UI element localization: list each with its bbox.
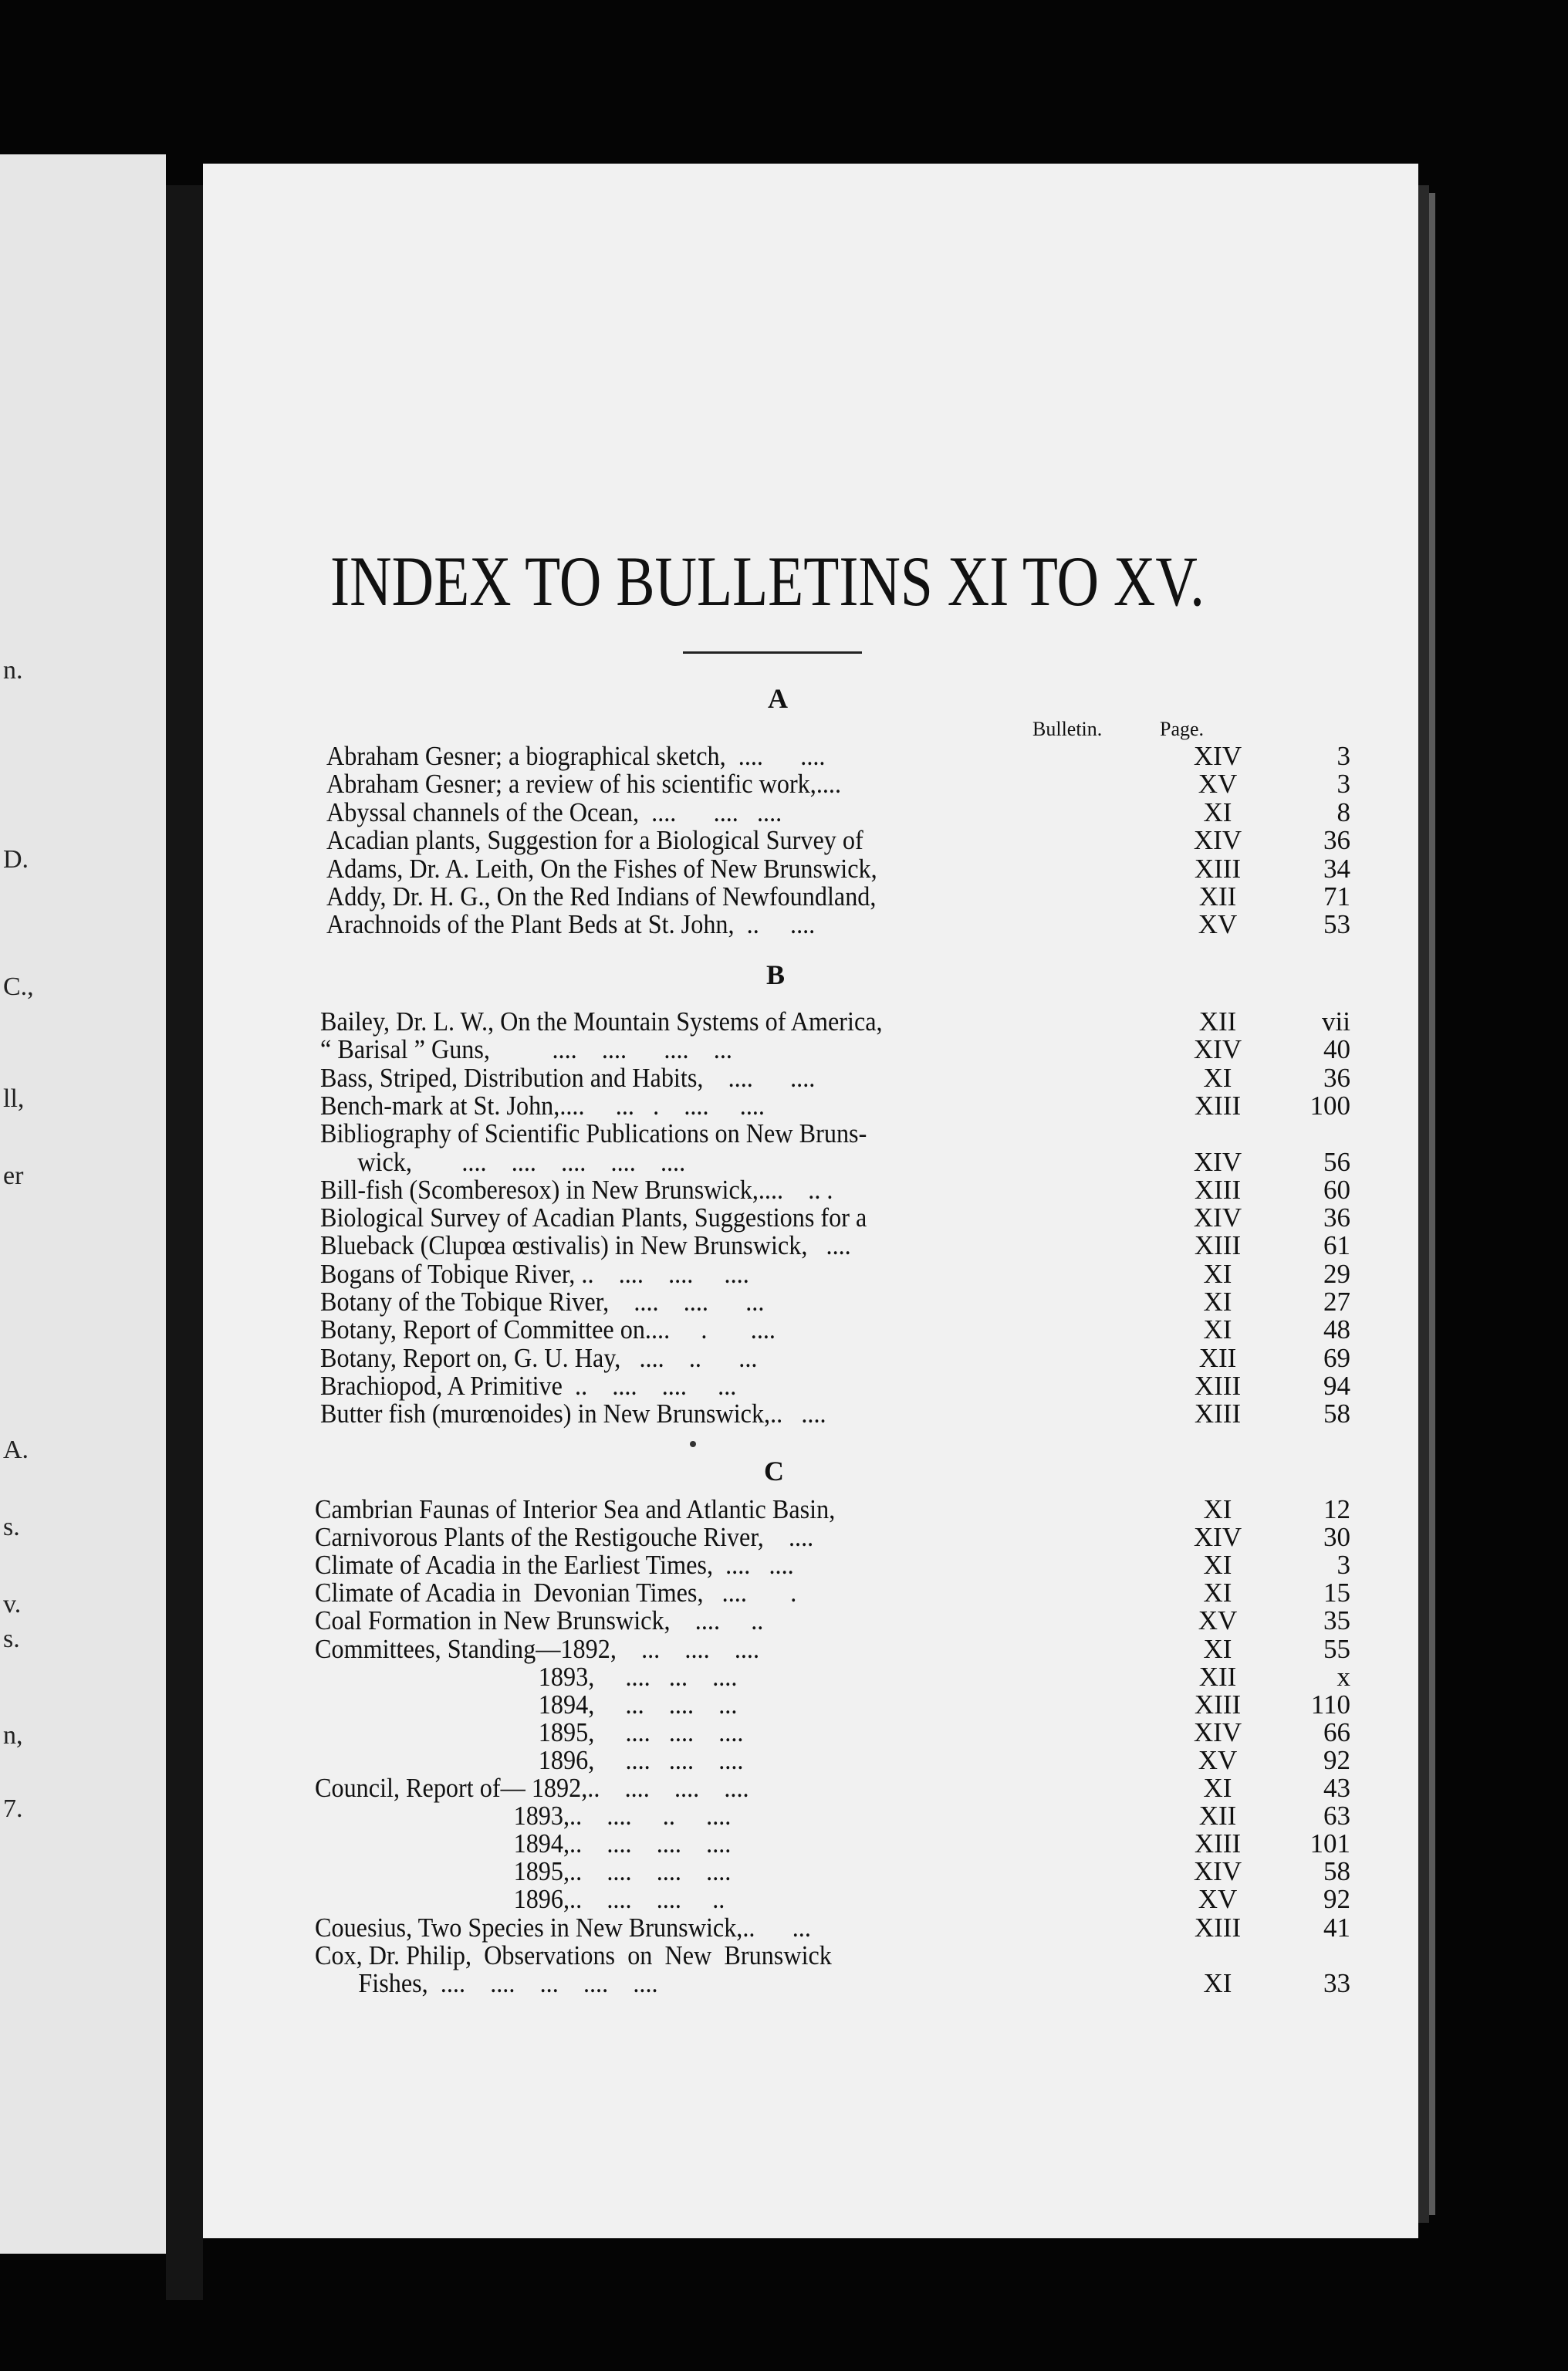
entry-bulletin: XIII	[1194, 853, 1242, 884]
entry-bulletin: XI	[1203, 1314, 1232, 1345]
entry-title: Brachiopod, A Primitive .. .... .... ...	[320, 1370, 737, 1401]
index-entry	[320, 1118, 1401, 1149]
left-fragment: v.	[3, 1590, 22, 1618]
entry-title: Addy, Dr. H. G., On the Red Indians of Newfoundland,	[326, 881, 877, 912]
index-entry	[320, 1399, 1401, 1429]
entry-title: Botany of the Tobique River, .... .... ...	[320, 1287, 765, 1317]
entry-page: 15	[1323, 1578, 1350, 1608]
entry-bulletin: XIII	[1194, 1689, 1242, 1720]
entry-bulletin: XV	[1198, 1605, 1238, 1636]
index-entry	[315, 1494, 1395, 1525]
index-entry	[315, 1522, 1395, 1553]
index-entry	[315, 1968, 1395, 1999]
left-fragment: 7.	[3, 1794, 23, 1823]
entry-title: Bill-fish (Scomberesox) in New Brunswick,.... .. .	[320, 1174, 833, 1205]
entry-page: 48	[1323, 1314, 1350, 1345]
entry-page: 53	[1323, 909, 1350, 940]
entry-bulletin: XIV	[1193, 1146, 1242, 1177]
page-edge	[1429, 193, 1435, 2215]
left-fragment: s.	[3, 1625, 20, 1653]
entry-bulletin: XV	[1198, 769, 1238, 800]
index-entry	[320, 1091, 1401, 1121]
entry-page: 29	[1323, 1258, 1350, 1289]
index-entry	[320, 1314, 1401, 1345]
entry-title: Bibliography of Scientific Publications on New Bruns-	[320, 1118, 867, 1149]
index-entry	[315, 1578, 1395, 1608]
entry-bulletin: XI	[1203, 1062, 1232, 1093]
entry-bulletin: XV	[1198, 1884, 1238, 1915]
index-entry	[326, 741, 1407, 772]
entry-title: Fishes, .... .... ... .... ....	[315, 1967, 658, 1998]
entry-bulletin: XII	[1198, 1342, 1237, 1373]
entry-page: 30	[1323, 1522, 1350, 1553]
left-fragment: er	[3, 1162, 24, 1190]
index-entry	[315, 1550, 1395, 1581]
left-fragment: n,	[3, 1721, 23, 1750]
section-letter: C	[764, 1456, 784, 1487]
entry-title: “ Barisal ” Guns, .... .... .... ...	[320, 1034, 732, 1065]
index-entry	[320, 1147, 1401, 1178]
index-entry	[326, 769, 1407, 800]
entry-page: 71	[1323, 881, 1350, 912]
book-spine	[166, 185, 203, 2300]
entry-page: 60	[1323, 1174, 1350, 1205]
entry-page: 12	[1323, 1494, 1350, 1524]
entry-title: Climate of Acadia in Devonian Times, .... .	[315, 1578, 797, 1608]
entry-title: 1894,.. .... .... ....	[315, 1828, 732, 1859]
index-entry	[320, 1175, 1401, 1206]
entry-title: Carnivorous Plants of the Restigouche River, ....	[315, 1522, 814, 1553]
entry-bulletin: XIII	[1194, 1090, 1242, 1121]
entry-title: 1895, .... .... ....	[315, 1717, 744, 1747]
index-entry	[315, 1913, 1395, 1943]
entry-title: Couesius, Two Species in New Brunswick,.. ...	[315, 1912, 811, 1943]
entry-page: 36	[1323, 1062, 1350, 1093]
entry-page: 43	[1323, 1773, 1350, 1803]
entry-page: 69	[1323, 1342, 1350, 1373]
entry-page: 100	[1309, 1090, 1350, 1121]
entry-bulletin: XIV	[1193, 825, 1242, 856]
entry-title: 1896, .... .... ....	[315, 1744, 744, 1775]
entry-bulletin: XI	[1203, 1287, 1232, 1317]
left-fragment: n.	[3, 656, 23, 685]
entry-title: Abraham Gesner; a review of his scientific work,....	[326, 769, 842, 800]
entry-page: 58	[1323, 1399, 1350, 1429]
entry-page: 40	[1323, 1034, 1350, 1065]
entry-bulletin: XIII	[1194, 1912, 1242, 1943]
index-entry	[326, 881, 1407, 912]
entry-title: 1896,.. .... .... ..	[315, 1884, 725, 1915]
entry-bulletin: XI	[1203, 1967, 1232, 1998]
index-entry	[315, 1662, 1395, 1693]
entry-title: Adams, Dr. A. Leith, On the Fishes of New Brunswick,	[326, 853, 877, 884]
entry-page: 35	[1323, 1605, 1350, 1636]
entry-page: 58	[1323, 1856, 1350, 1887]
entry-page: 36	[1323, 1202, 1350, 1233]
entry-bulletin: XI	[1203, 797, 1232, 827]
entry-title: wick, .... .... .... .... ....	[320, 1146, 686, 1177]
index-entry	[320, 1230, 1401, 1261]
index-entry	[315, 1828, 1395, 1859]
entry-bulletin: XIII	[1194, 1399, 1242, 1429]
left-fragment: ll,	[3, 1084, 25, 1113]
entry-title: Abraham Gesner; a biographical sketch, .... ....	[326, 741, 826, 771]
entry-title: Cambrian Faunas of Interior Sea and Atlantic Basin,	[315, 1494, 836, 1524]
index-entry	[326, 854, 1407, 884]
entry-bulletin: XV	[1198, 909, 1238, 940]
entry-bulletin: XIV	[1193, 1522, 1242, 1553]
left-fragment: s.	[3, 1513, 20, 1541]
entry-page: 92	[1323, 1744, 1350, 1775]
entry-bulletin: XIII	[1194, 1370, 1242, 1401]
entry-title: Butter fish (murœnoides) in New Brunswick,.. ....	[320, 1399, 826, 1429]
entry-bulletin: XII	[1198, 1661, 1237, 1692]
index-entry	[315, 1634, 1395, 1665]
entry-page: 63	[1323, 1801, 1350, 1832]
entry-page: vii	[1322, 1006, 1350, 1037]
entry-bulletin: XI	[1203, 1494, 1232, 1524]
entry-title: Committees, Standing—1892, ... .... ....	[315, 1633, 760, 1664]
entry-title: Bench-mark at St. John,.... ... . .... ....	[320, 1090, 765, 1121]
entry-bulletin: XIV	[1193, 741, 1242, 771]
index-entry	[320, 1287, 1401, 1317]
entry-bulletin: XIII	[1194, 1828, 1242, 1859]
entry-page: 56	[1323, 1146, 1350, 1177]
index-entry	[315, 1717, 1395, 1748]
entry-page: x	[1337, 1661, 1350, 1692]
entry-page: 101	[1309, 1828, 1350, 1859]
entry-title: Climate of Acadia in the Earliest Times, .... ....	[315, 1550, 794, 1581]
entry-page: 55	[1323, 1633, 1350, 1664]
entry-title: Council, Report of— 1892,.. .... .... ....	[315, 1773, 749, 1803]
index-entry	[320, 1371, 1401, 1402]
entry-page: 110	[1310, 1689, 1350, 1720]
entry-title: 1893, .... ... ....	[315, 1661, 738, 1692]
entry-title: 1894, ... .... ...	[315, 1689, 738, 1720]
left-page-margin	[0, 154, 166, 2254]
column-header-bulletin: Bulletin.	[1032, 718, 1103, 740]
index-entry	[315, 1940, 1395, 1971]
entry-page: 41	[1323, 1912, 1350, 1943]
page-title: INDEX TO BULLETINS XI TO XV.	[330, 542, 1205, 621]
entry-title: Botany, Report of Committee on.... . ....	[320, 1314, 776, 1345]
section-letter: B	[766, 959, 786, 990]
entry-title: Botany, Report on, G. U. Hay, .... .. ...	[320, 1342, 758, 1373]
entry-title: Arachnoids of the Plant Beds at St. John, .. ....	[326, 909, 816, 940]
index-entry	[315, 1773, 1395, 1804]
entry-page: 3	[1337, 741, 1350, 771]
entry-page: 8	[1337, 797, 1350, 827]
index-entry	[320, 1259, 1401, 1290]
column-header-page: Page.	[1160, 718, 1205, 740]
index-entry	[320, 1063, 1401, 1094]
entry-page: 61	[1323, 1230, 1350, 1261]
entry-page: 92	[1323, 1884, 1350, 1915]
entry-page: 34	[1323, 853, 1350, 884]
left-fragment: A.	[3, 1436, 29, 1464]
entry-title: Abyssal channels of the Ocean, .... .... ....	[326, 797, 782, 827]
entry-page: 3	[1337, 1550, 1350, 1581]
entry-bulletin: XIV	[1193, 1717, 1242, 1747]
index-entry	[315, 1801, 1395, 1832]
entry-title: Acadian plants, Suggestion for a Biological Survey of	[326, 825, 863, 856]
title-rule	[683, 651, 862, 654]
entry-title: Bogans of Tobique River, .. .... .... ....	[320, 1258, 749, 1289]
index-page	[203, 164, 1418, 2238]
entry-bulletin: XIII	[1194, 1174, 1242, 1205]
entry-bulletin: XII	[1198, 1006, 1237, 1037]
entry-bulletin: XV	[1198, 1744, 1238, 1775]
entry-bulletin: XI	[1203, 1633, 1232, 1664]
entry-page: 27	[1323, 1287, 1350, 1317]
entry-bulletin: XI	[1203, 1578, 1232, 1608]
index-entry	[326, 825, 1407, 856]
entry-bulletin: XIV	[1193, 1856, 1242, 1887]
entry-bulletin: XI	[1203, 1550, 1232, 1581]
left-fragment: D.	[3, 845, 29, 874]
entry-bulletin: XIII	[1194, 1230, 1242, 1261]
entry-bulletin: XIV	[1193, 1202, 1242, 1233]
index-entry	[326, 909, 1407, 940]
entry-bulletin: XII	[1198, 1801, 1237, 1832]
entry-title: 1893,.. .... .. ....	[315, 1801, 732, 1832]
entry-title: 1895,.. .... .... ....	[315, 1856, 732, 1887]
ink-speck	[690, 1441, 696, 1447]
index-entry	[320, 1202, 1401, 1233]
entry-page: 3	[1337, 769, 1350, 800]
entry-page: 36	[1323, 825, 1350, 856]
entry-page: 94	[1323, 1370, 1350, 1401]
entry-page: 33	[1323, 1967, 1350, 1998]
entry-title: Bailey, Dr. L. W., On the Mountain Systems of America,	[320, 1006, 883, 1037]
index-entry	[315, 1689, 1395, 1720]
left-fragment: C.,	[3, 972, 34, 1001]
index-entry	[320, 1034, 1401, 1065]
index-entry	[315, 1856, 1395, 1887]
index-entry	[315, 1605, 1395, 1636]
entry-bulletin: XII	[1198, 881, 1237, 912]
entry-title: Bass, Striped, Distribution and Habits, .... ....	[320, 1062, 816, 1093]
entry-title: Cox, Dr. Philip, Observations on New Brunswick	[315, 1940, 832, 1970]
entry-bulletin: XI	[1203, 1258, 1232, 1289]
entry-title: Biological Survey of Acadian Plants, Suggestions for a	[320, 1202, 867, 1233]
index-entry	[320, 1343, 1401, 1374]
index-entry	[320, 1006, 1401, 1037]
entry-title: Coal Formation in New Brunswick, .... ..	[315, 1605, 764, 1636]
entry-page: 66	[1323, 1717, 1350, 1747]
index-entry	[326, 797, 1407, 828]
index-entry	[315, 1745, 1395, 1776]
index-entry	[315, 1884, 1395, 1915]
page-edge	[1418, 185, 1429, 2223]
section-letter: A	[768, 683, 788, 714]
entry-title: Blueback (Clupœa œstivalis) in New Brunswick, ....	[320, 1230, 851, 1261]
entry-bulletin: XI	[1203, 1773, 1232, 1803]
entry-bulletin: XIV	[1193, 1034, 1242, 1065]
